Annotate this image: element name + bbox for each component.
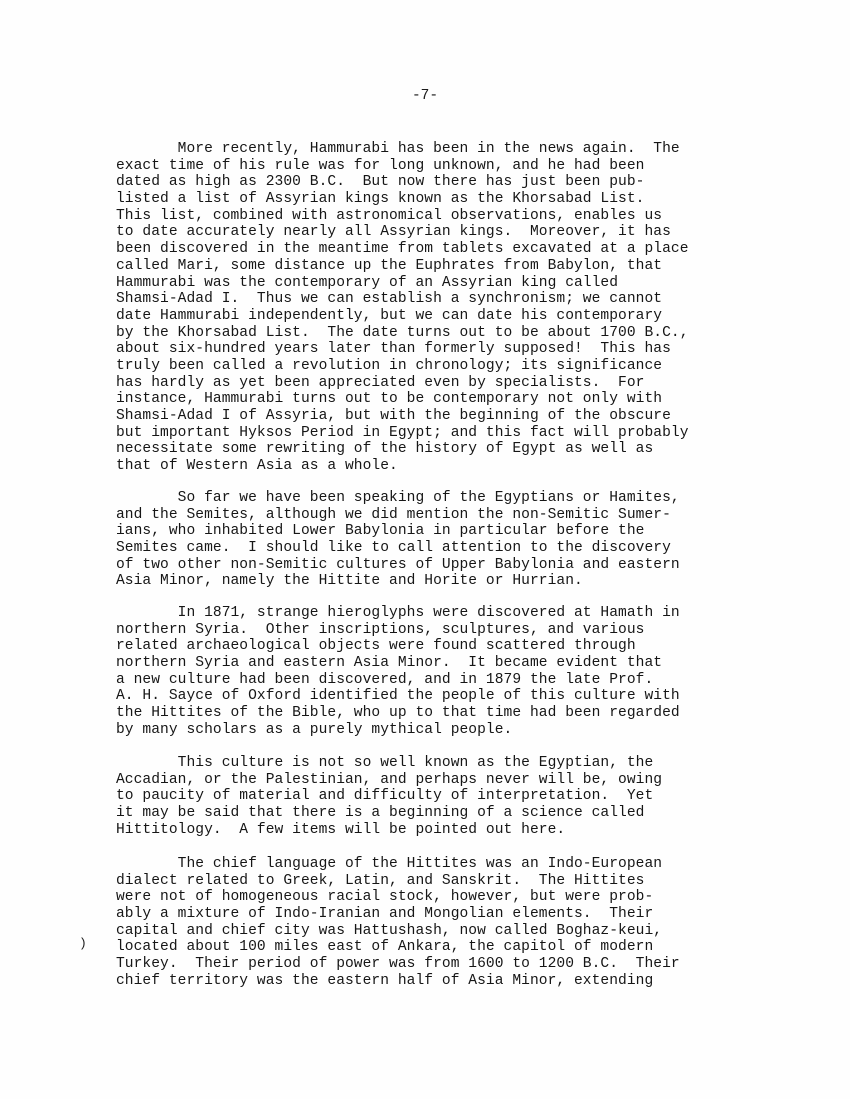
text-line: about six-hundred years later than formerly supposed! This has [116,341,671,358]
text-line: related archaeological objects were found scattered through [116,638,636,655]
text-line: Shamsi-Adad I of Assyria, but with the beginning of the obscure [116,408,671,424]
text-line: that of Western Asia as a whole. [116,458,398,475]
text-line: dated as high as 2300 B.C. But now there has just been pub- [116,174,645,191]
text-line: to paucity of material and difficulty of interpretation. Yet [116,788,654,805]
text-line: the Hittites of the Bible, who up to that time had been regarded [116,705,680,722]
paragraph-hittite-discovery [116,605,776,739]
text-line: This list, combined with astronomical observations, enables us [116,207,663,224]
text-line: northern Syria and eastern Asia Minor. It became evident that [116,655,663,672]
text-line: called Mari, some distance up the Euphrates from Babylon, that [116,257,663,274]
text-line: instance, Hammurabi turns out to be contemporary not only with [116,391,663,408]
text-line: a new culture had been discovered, and in 1879 the late Prof. [116,671,654,688]
text-line: to date accurately nearly all Assyrian kings. Moreover, it has [116,224,671,241]
paragraph-hammurabi-chronology [116,141,776,475]
text-line: More recently, Hammurabi has been in the news again. The [116,141,680,157]
text-line: by the Khorsabad List. The date turns out to be about 1700 B.C., [116,324,689,341]
text-line: necessitate some rewriting of the history of Egypt as well as [116,441,654,458]
text-line: ians, who inhabited Lower Babylonia in particular before the [116,523,645,540]
text-line: has hardly as yet been appreciated even by specialists. For [116,374,645,391]
page-number: -7- [411,88,439,104]
paragraph-non-semitic-cultures [116,490,776,590]
text-line: Accadian, or the Palestinian, and perhaps never will be, owing [116,771,663,788]
text-line: by many scholars as a purely mythical people. [116,721,513,738]
text-line: So far we have been speaking of the Egyptians or Hamites, [116,490,680,506]
text-line: were not of homogeneous racial stock, however, but were prob- [116,889,654,906]
text-line: A. H. Sayce of Oxford identified the people of this culture with [116,688,680,705]
text-line: In 1871, strange hieroglyphs were discovered at Hamath in [116,605,680,621]
text-line: dialect related to Greek, Latin, and Sanskrit. The Hittites [116,872,645,889]
text-line: listed a list of Assyrian kings known as the Khorsabad List. [116,191,645,208]
text-line: The chief language of the Hittites was an Indo-European [116,856,663,872]
text-line: but important Hyksos Period in Egypt; and this fact will probably [116,424,689,441]
text-line: Hammurabi was the contemporary of an Assyrian king called [116,274,619,291]
paragraph-hittitology [116,755,776,838]
text-line: Hittitology. A few items will be pointed out here. [116,821,566,838]
text-line: Asia Minor, namely the Hittite and Horite or Hurrian. [116,573,583,590]
text-line: of two other non-Semitic cultures of Upper Babylonia and eastern [116,556,680,573]
text-line: date Hammurabi independently, but we can date his contemporary [116,307,663,324]
text-line: it may be said that there is a beginning of a science called [116,805,645,822]
text-line: northern Syria. Other inscriptions, sculptures, and various [116,621,645,638]
text-line: ably a mixture of Indo-Iranian and Mongolian elements. Their [116,906,654,923]
text-line: Turkey. Their period of power was from 1600 to 1200 B.C. Their [116,956,680,973]
paragraph-hittite-language [116,856,776,990]
text-line: truly been called a revolution in chronology; its significance [116,357,663,374]
text-line: Semites came. I should like to call attention to the discovery [116,540,671,557]
text-line: been discovered in the meantime from tablets excavated at a place [116,241,689,258]
text-line: chief territory was the eastern half of Asia Minor, extending [116,972,654,989]
text-line: located about 100 miles east of Ankara, the capitol of modern [116,939,654,956]
text-line: Shamsi-Adad I. Thus we can establish a synchronism; we cannot [116,291,663,308]
text-line: capital and chief city was Hattushash, now called Boghaz-keui, [116,922,663,939]
text-line: exact time of his rule was for long unknown, and he had been [116,157,645,174]
text-line: This culture is not so well known as the Egyptian, the [116,755,654,771]
text-line: and the Semites, although we did mention the non-Semitic Sumer- [116,506,671,523]
margin-mark: ) [79,936,87,951]
